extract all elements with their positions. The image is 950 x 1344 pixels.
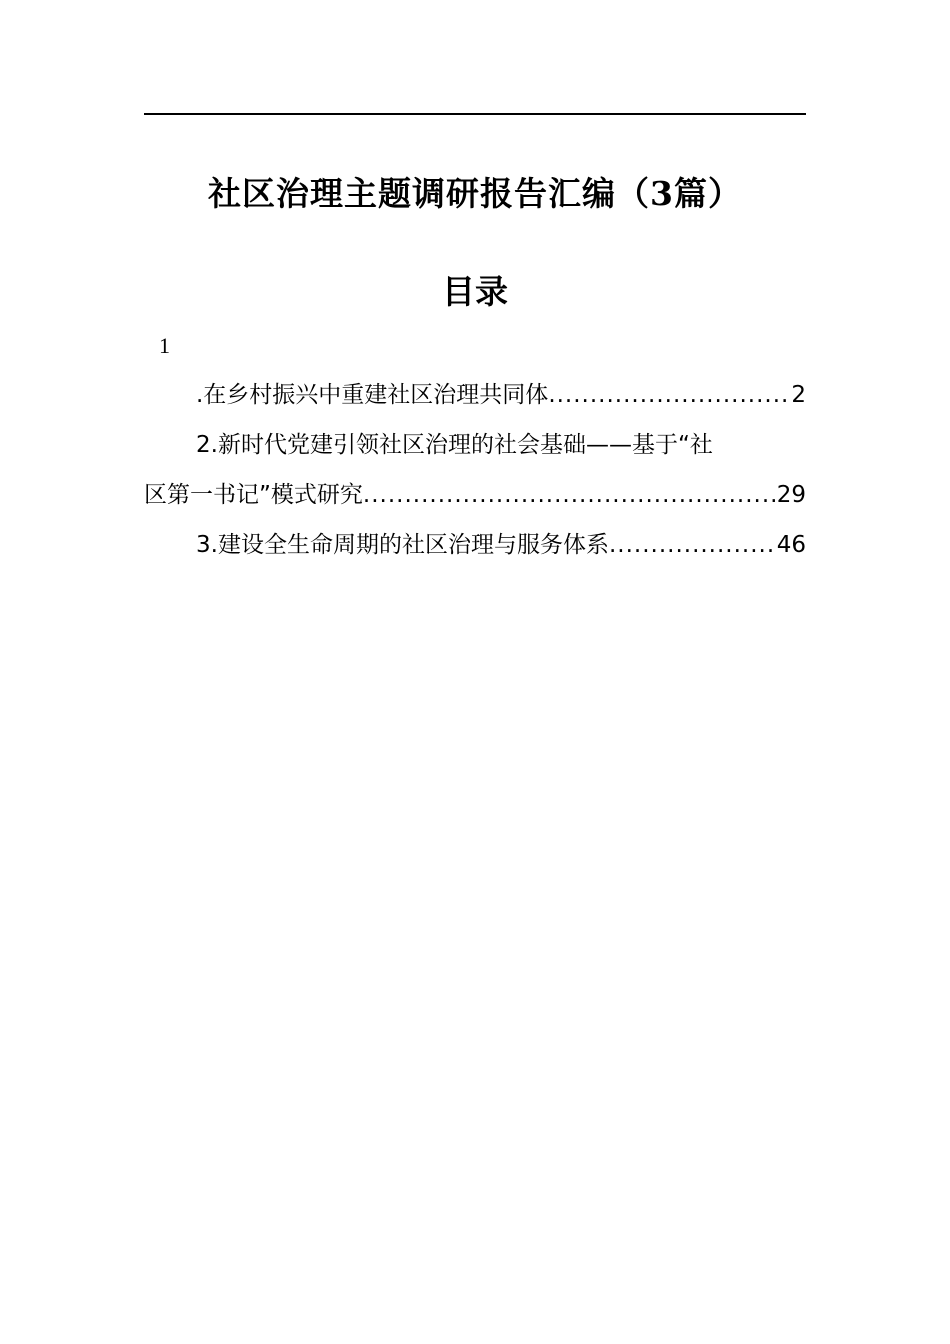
toc-entry-title: 3.建设全生命周期的社区治理与服务体系 xyxy=(196,532,609,558)
toc-page-number: 46 xyxy=(776,532,806,558)
toc-entry-2-continuation[interactable] xyxy=(144,470,806,520)
toc-entry-2[interactable] xyxy=(144,420,806,470)
toc-heading: 目录 xyxy=(442,272,508,311)
toc-entry-3[interactable] xyxy=(144,520,806,570)
toc-entry-title: .在乡村振兴中重建社区治理共同体 xyxy=(196,382,549,408)
document-title: 社区治理主题调研报告汇编（3篇） xyxy=(208,174,742,213)
toc-dot-leader xyxy=(548,370,791,420)
toc-page-number: 2 xyxy=(791,382,806,408)
toc-entry-title: 2.新时代党建引领社区治理的社会基础——基于“社 xyxy=(196,432,713,458)
toc-entry-title-continued: 区第一书记”模式研究 xyxy=(144,482,363,508)
toc-dot-leader xyxy=(609,520,777,570)
table-of-contents xyxy=(144,370,806,570)
list-number: 1 xyxy=(159,333,170,358)
top-divider xyxy=(144,113,806,115)
toc-entry-1[interactable] xyxy=(144,370,806,420)
toc-page-number: 29 xyxy=(776,482,806,508)
toc-dot-leader xyxy=(363,470,777,520)
